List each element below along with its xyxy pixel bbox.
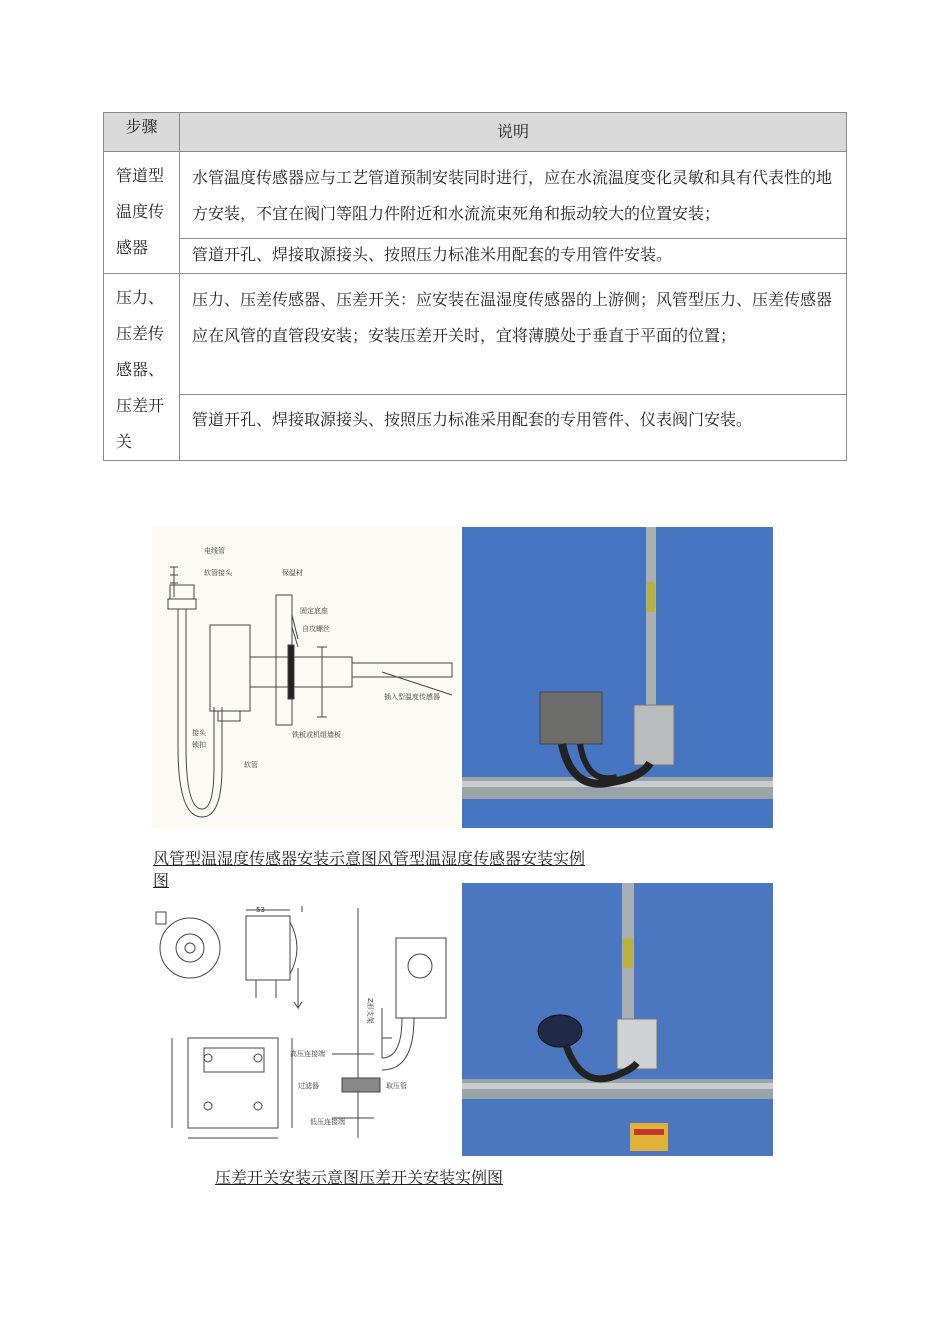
step-cell: 压力、压差传感器、压差开关 (104, 274, 180, 461)
label-insulation: 保温材 (282, 569, 303, 577)
label-fixed-flange: 固定底座 (300, 607, 328, 615)
step-cell: 管道型温度传感器 (104, 152, 180, 274)
label-joint: 接头 (192, 729, 206, 737)
label-insert-sensor: 插入型温度传感器 (384, 693, 440, 701)
duct-sensor-photo (462, 527, 773, 828)
description-cell: 水管温度传感器应与工艺管道预制安装同时进行，应在水流温度变化灵敏和具有代表性的地方安装，不宜在阀门等阻力件附近和水流流束死角和振动较大的位置安装； (180, 152, 847, 239)
description-cell: 压力、压差传感器、压差开关：应安装在温湿度传感器的上游侧；风管型压力、压差传感器应在风管的直管段安装；安装压差开关时，宜将薄膜处于垂直于平面的位置； (180, 274, 847, 395)
duct-sensor-diagram (152, 527, 460, 828)
description-cell: 管道开孔、焊接取源接头、按照压力标准采用配套的专用管件、仪表阀门安装。 (180, 395, 847, 461)
description-cell: 管道开孔、焊接取源接头、按照压力标准米用配套的专用管件安装。 (180, 239, 847, 274)
label-lock-nut: 锁扣 (192, 741, 206, 749)
spec-table (103, 112, 847, 461)
label-low-pressure: 低压连接端 (310, 1118, 345, 1126)
label-filter: 过滤器 (298, 1082, 319, 1090)
header-description: 说明 (180, 113, 847, 152)
table-row (104, 395, 847, 461)
table-header-row (104, 113, 847, 152)
label-hose: 软管 (244, 761, 258, 769)
label-plate: 铁板或机组墙板 (292, 731, 341, 739)
label-conduit: 电线管 (204, 547, 225, 555)
header-step: 步骤 (104, 113, 180, 152)
label-pressure-pipe: 取压管 (386, 1082, 407, 1090)
pressure-switch-diagram (152, 898, 460, 1156)
figure2-caption: 压差开关安装示意图压差开关安装实例图 (215, 1168, 504, 1187)
figure1-caption-line1: 风管型温湿度传感器安装示意图风管型温湿度传感器安装实例 (153, 849, 586, 868)
table-row (104, 274, 847, 395)
pressure-switch-photo (462, 883, 773, 1156)
label-dim-53: 53 (256, 906, 265, 914)
label-hose-joint: 软管接头 (204, 569, 232, 577)
label-high-pressure: 高压连接端 (290, 1050, 325, 1058)
label-screw: 自攻螺丝 (302, 625, 330, 633)
figure1-caption-line2: 图 (153, 871, 170, 890)
table-row (104, 239, 847, 274)
table-row (104, 152, 847, 239)
label-bracket: Z形支架 (366, 998, 374, 1024)
